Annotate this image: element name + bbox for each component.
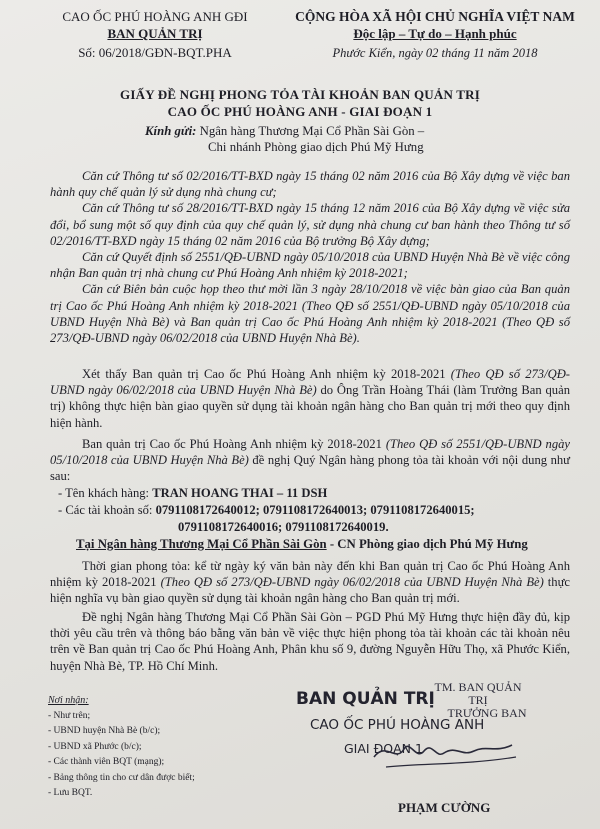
distribution-item: - Như trên;: [48, 710, 91, 721]
customer-name-value: TRAN HOANG THAI – 11 DSH: [152, 486, 328, 500]
stamp-line-2: CAO ỐC PHÚ HOÀNG ANH: [310, 717, 485, 733]
recipient-line-1: Ngân hàng Thương Mại Cổ Phần Sài Gòn –: [199, 124, 425, 138]
document-title: [60, 86, 540, 120]
request-paragraph: [50, 436, 570, 485]
recipient-block: [145, 123, 424, 155]
bank-name: Tại Ngân hàng Thương Mại Cổ Phần Sài Gòn: [76, 537, 327, 551]
place-date: Phước Kiển, ngày 02 tháng 11 năm 2018: [332, 46, 538, 60]
handwritten-signature: [366, 723, 526, 783]
distribution-item: - Bảng thông tin cho cư dân được biết;: [48, 772, 195, 783]
signer-name: PHẠM CƯỜNG: [398, 800, 491, 815]
consider-text-c: do Ông Trần Hoàng Thái (làm Trưởng Ban quản trị) không thực hiện bàn giao quyền sử dụng tài khoản ngân hàng cho Ban quản trị mới theo quy định hiện hành.: [50, 383, 570, 430]
issuer-board: BAN QUẢN TRỊ: [107, 26, 203, 41]
consider-text-b: (Theo QĐ số 273/QĐ-UBND ngày 06/02/2018 của UBND Huyện Nhà Bè): [50, 367, 570, 398]
account-numbers-line-2: 0791108172640016; 0791108172640019.: [178, 520, 389, 534]
overprint-line-1: TM. BAN QUẢN TRỊ: [434, 680, 522, 707]
request-text-b: (Theo QĐ số 2551/QĐ-UBND ngày 05/10/2018 của UBND Huyện Nhà Bè): [50, 437, 570, 468]
basis-item: Căn cứ Quyết định số 2551/QĐ-UBND ngày 05/10/2018 của UBND Huyện Nhà Bè về việc công nhận Ban quản trị nhà chung cư Phú Hoàng Anh nhiệm kỳ 2018-2021;: [50, 250, 570, 281]
recipient-line-2: Chi nhánh Phòng giao dịch Phú Mỹ Hưng: [208, 140, 424, 154]
bank-branch: - CN Phòng giao dịch Phú Mỹ Hưng: [326, 537, 528, 551]
consider-text-a: Xét thấy Ban quản trị Cao ốc Phú Hoàng Anh nhiệm kỳ 2018-2021: [82, 367, 451, 381]
bank-line: [76, 537, 528, 552]
distribution-item: - UBND huyện Nhà Bè (b/c);: [48, 726, 161, 736]
distribution-heading: Nơi nhận:: [48, 695, 89, 706]
overprint-line-2: TRƯỞNG BAN: [447, 706, 527, 720]
distribution-item: - UBND xã Phước (b/c);: [48, 741, 142, 752]
issuer-org: CAO ỐC PHÚ HOÀNG ANH GĐI: [62, 9, 248, 24]
stamp-line-3: GIAI ĐOẠN 1: [344, 741, 423, 756]
considering-paragraph: [50, 366, 570, 431]
basis-item: Căn cứ Biên bản cuộc họp theo thư mời lần 3 ngày 28/10/2018 về việc bàn giao của Ban quản trị Cao ốc Phú Hoàng Anh nhiệm kỳ 2018-2021 (Theo QĐ số 2551/QĐ-UBND ngày 05/10/2018 của UBND Huyện Nhà Bè) và Ban quản trị Cao ốc Phú Hoàng Anh nhiệm kỳ 2018-2021 (Theo QĐ số 273/QĐ-UBND ngày 06/02/2018 của UBND Huyện Nhà Bè).: [50, 282, 570, 346]
title-line-2: CAO ỐC PHÚ HOÀNG ANH - GIAI ĐOẠN 1: [167, 104, 433, 119]
nation-motto: Độc lập – Tự do – Hạnh phúc: [353, 26, 517, 41]
board-stamp: [296, 680, 532, 775]
nation-title: CỘNG HÒA XÃ HỘI CHỦ NGHĨA VIỆT NAM: [295, 9, 575, 24]
period-text-c: thực hiện nghĩa vụ bàn giao quyền sử dụng tài khoản ngân hàng cho Ban quản trị mới.: [50, 575, 570, 606]
basis-item: Căn cứ Thông tư số 02/2016/TT-BXD ngày 15 tháng 02 năm 2016 của Bộ Xây dựng về việc ban hành quy chế quản lý sử dụng nhà chung cư;: [50, 169, 570, 200]
stamp-line-1: BAN QUẢN TRỊ: [296, 689, 435, 709]
legal-basis: [50, 168, 570, 346]
recipient-label: Kính gửi:: [145, 124, 197, 138]
request-text-c: đề nghị Quý Ngân hàng phong tỏa tài khoản với nội dung như sau:: [50, 453, 570, 484]
period-text-a: Thời gian phong tỏa: kể từ ngày ký văn bản này đến khi Ban quản trị Cao ốc Phú Hoàng Anh nhiệm kỳ 2018-2021: [50, 559, 570, 590]
final-request-paragraph: [50, 609, 570, 674]
basis-item: Căn cứ Thông tư số 28/2016/TT-BXD ngày 15 tháng 12 năm 2016 của Bộ Xây dựng về việc sửa đổi, bổ sung một số quy định của quy chế quản lý, sử dụng nhà chung cư ban hành theo Thông tư số 02/2016/TT-BXD ngày 15 tháng 02 năm 2016 của Bộ trưởng Bộ Xây dựng;: [50, 201, 570, 248]
nation-block: [285, 8, 585, 62]
final-request-text: Đề nghị Ngân hàng Thương Mại Cổ Phần Sài Gòn – PGD Phú Mỹ Hưng thực hiện đầy đủ, kịp thời yêu cầu trên và thông báo bằng văn bản về việc thực hiện phong tỏa tài khoản các tài khoản nêu trên về Ban quản trị Cao ốc Phú Hoàng Anh, Phân khu số 9, đường Nguyễn Hữu Thọ, xã Phước Kiển, huyện Nhà Bè, TP. Hồ Chí Minh.: [50, 610, 570, 673]
issuer-block: [40, 8, 270, 61]
distribution-list: [48, 693, 195, 802]
freeze-period-paragraph: [50, 558, 570, 607]
account-numbers-label: - Các tài khoản số:: [58, 503, 156, 517]
distribution-item: - Các thành viên BQT (mạng);: [48, 757, 165, 767]
customer-name-label: - Tên khách hàng:: [58, 486, 153, 500]
stamp-overprint: [424, 681, 532, 720]
period-text-b: (Theo QĐ số 273/QĐ-UBND ngày 06/02/2018 của UBND Huyện Nhà Bè): [160, 575, 544, 590]
account-numbers-line-1: 0791108172640012; 0791108172640013; 0791108172640015;: [155, 503, 475, 517]
document-number: Số: 06/2018/GĐN-BQT.PHA: [78, 45, 232, 60]
request-text-a: Ban quản trị Cao ốc Phú Hoàng Anh nhiệm kỳ 2018-2021: [82, 437, 386, 451]
title-line-1: GIẤY ĐỀ NGHỊ PHONG TỎA TÀI KHOẢN BAN QUẢN TRỊ: [120, 87, 480, 102]
account-info: [58, 485, 475, 536]
distribution-item: - Lưu BQT.: [48, 788, 93, 798]
